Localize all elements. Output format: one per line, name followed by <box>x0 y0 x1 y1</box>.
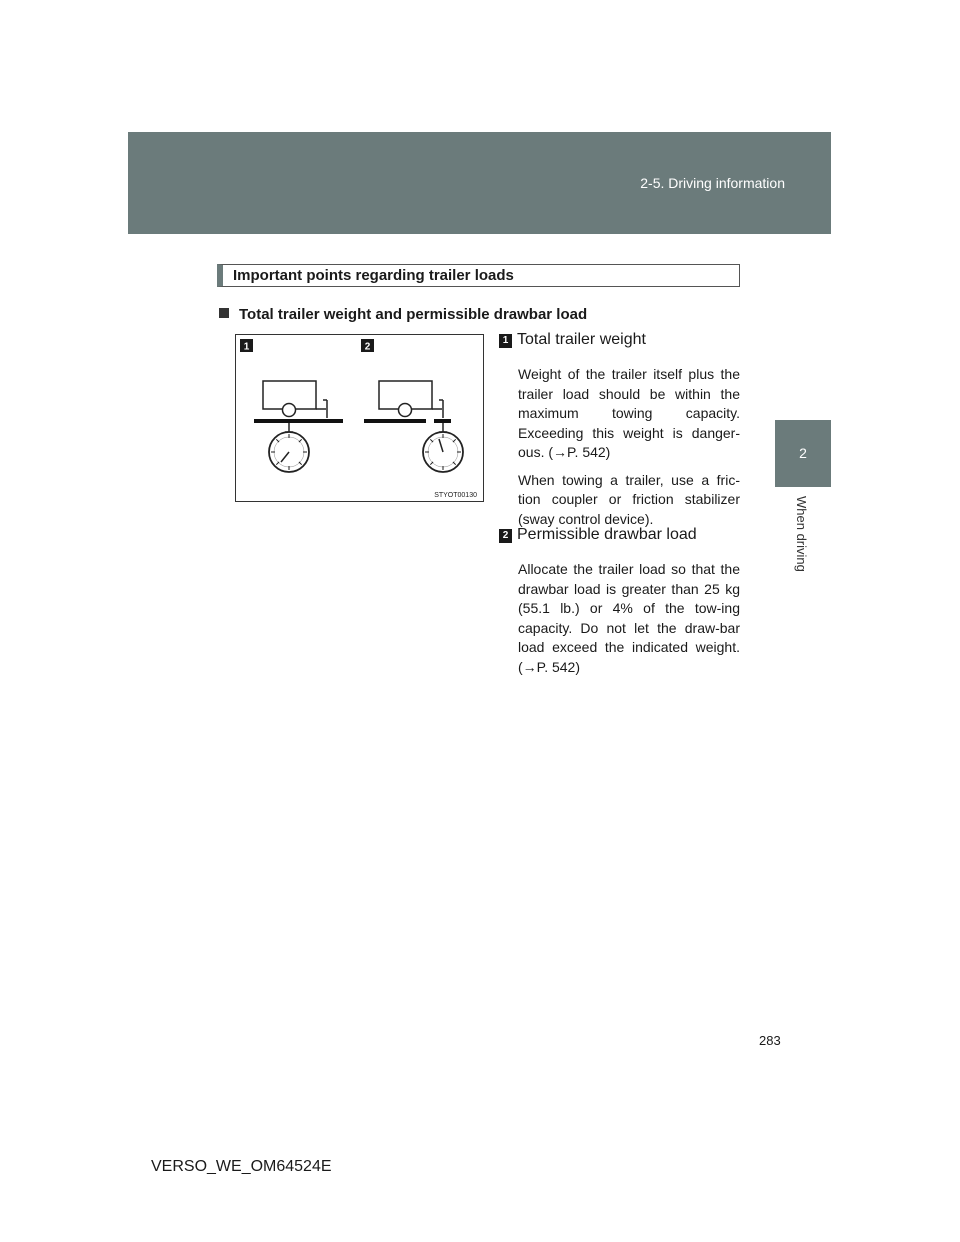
number-badge-2: 2 <box>499 529 512 543</box>
subheading <box>219 306 587 323</box>
item-1-label: Total trailer weight <box>517 331 646 348</box>
trailer-1-wheel <box>283 404 296 417</box>
trailer-scale-illustration <box>236 335 483 501</box>
section-header <box>217 264 740 287</box>
item-1-paragraph-1: Weight of the trailer itself plus the trailer load should be within the maximum towing capacity. Exceeding this weight is danger-ous. (→P. 542) <box>518 366 740 460</box>
trailer-2-wheel <box>399 404 412 417</box>
number-badge-1: 1 <box>499 334 512 348</box>
header-band <box>128 132 831 234</box>
trailer-2-scene <box>364 381 463 472</box>
item-2 <box>499 526 740 677</box>
figure-badge-2: 2 <box>364 341 371 353</box>
trailer-1-scene <box>254 381 343 472</box>
figure-badge-1: 1 <box>243 341 250 353</box>
chapter-tab[interactable] <box>775 420 831 487</box>
item-2-label: Permissible drawbar load <box>517 526 697 543</box>
item-1 <box>499 331 740 529</box>
section-title: Important points regarding trailer loads <box>233 267 514 284</box>
chapter-tab-label: When driving <box>794 496 809 572</box>
subheading-text: Total trailer weight and permissible drawbar load <box>239 306 588 323</box>
trailer-load-figure <box>235 334 484 502</box>
item-2-paragraph-1: Allocate the trailer load so that the drawbar load is greater than 25 kg (55.1 lb.) or 4% of the tow-ing capacity. Do not let the draw-bar load exceed the indicated weight. (→P. 542) <box>518 561 740 675</box>
chapter-tab-number: 2 <box>799 445 807 461</box>
square-bullet-icon <box>219 308 229 318</box>
item-1-paragraph-2: When towing a trailer, use a fric-tion coupler or friction stabilizer (sway control device). <box>518 471 740 527</box>
document-code: VERSO_WE_OM64524E <box>151 1158 332 1175</box>
page-number: 283 <box>759 1033 781 1048</box>
header-section-title: 2-5. Driving information <box>640 175 785 191</box>
figure-code: STYOT00130 <box>434 492 477 499</box>
